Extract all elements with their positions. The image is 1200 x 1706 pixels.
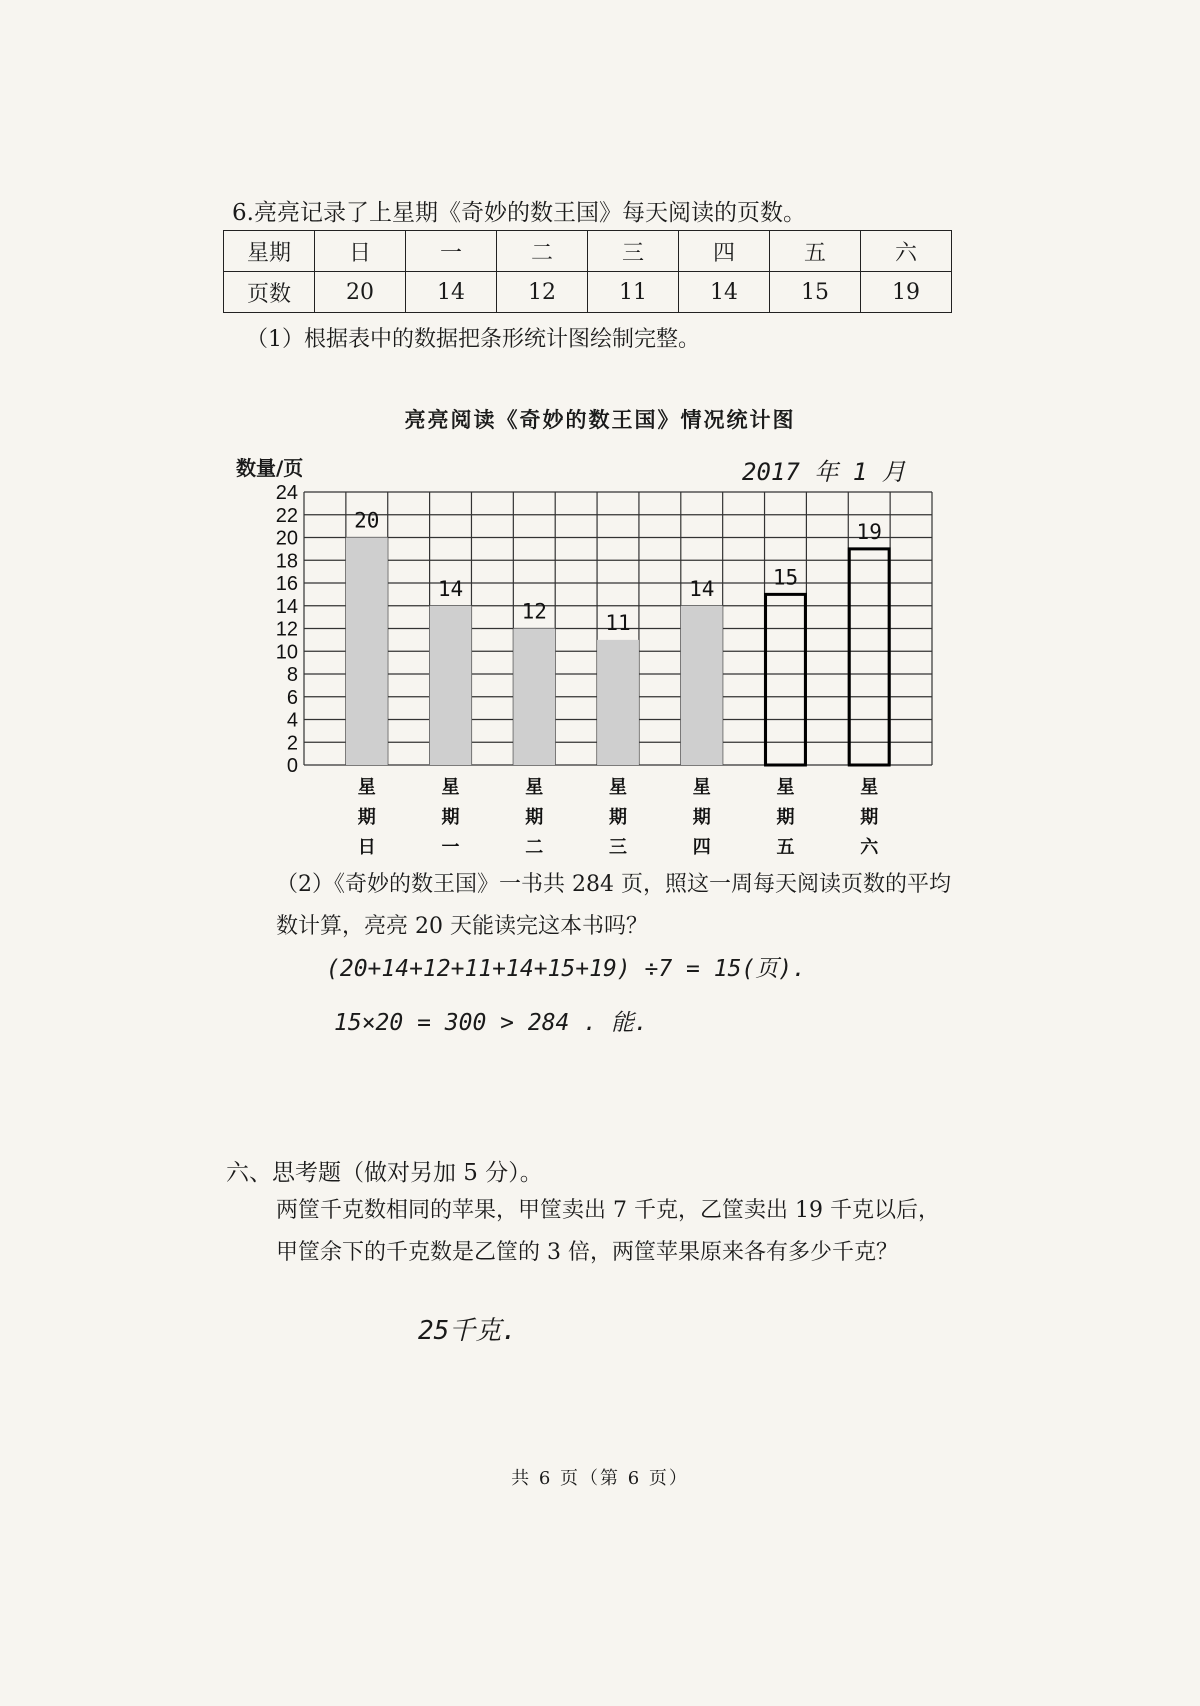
x-category-label: 六 — [860, 837, 879, 858]
x-category-label: 星 — [692, 777, 711, 798]
x-category-label: 四 — [692, 837, 711, 858]
handwritten-work-line-1: (20+14+12+11+14+15+19) ÷7 = 15(页). — [326, 956, 806, 982]
x-category-label: 期 — [860, 807, 879, 828]
handwritten-work-line-2: 15×20 = 300 > 284 . 能. — [334, 1010, 648, 1036]
bar — [849, 549, 889, 765]
y-tick-label: 10 — [275, 641, 298, 664]
x-category-label: 星 — [525, 777, 544, 798]
x-category-label: 二 — [525, 837, 544, 858]
chart-y-axis-label: 数量/页 — [236, 456, 304, 480]
table-cell: 五 — [770, 231, 861, 272]
table-cell: 14 — [406, 272, 497, 313]
bar-value-label: 12 — [521, 599, 547, 624]
table-cell: 11 — [588, 272, 679, 313]
x-category-label: 期 — [357, 807, 376, 828]
table-cell: 四 — [679, 231, 770, 272]
question-6-part-2: （2）《奇妙的数王国》一书共 284 页，照这一周每天阅读页数的平均数计算，亮亮 20 天能读完这本书吗？ — [276, 872, 951, 939]
y-tick-label: 12 — [275, 618, 298, 641]
bar-value-label: 14 — [437, 576, 464, 601]
x-category-label: 日 — [357, 837, 376, 858]
y-tick-label: 22 — [275, 504, 298, 527]
handwritten-answer: 25千克. — [418, 1316, 517, 1346]
x-category-label: 一 — [441, 837, 460, 858]
table-cell: 12 — [497, 272, 588, 313]
x-category-label: 星 — [441, 777, 460, 798]
x-category-label: 期 — [776, 807, 795, 828]
question-6-part-1: （1）根据表中的数据把条形统计图绘制完整。 — [246, 327, 700, 352]
y-tick-label: 8 — [286, 664, 298, 686]
table-cell: 14 — [679, 272, 770, 313]
y-tick-label: 20 — [275, 527, 298, 550]
table-cell: 六 — [861, 231, 952, 272]
bar — [346, 538, 388, 766]
table-cell: 三 — [588, 231, 679, 272]
x-category-label: 星 — [860, 777, 879, 798]
x-category-label: 星 — [776, 777, 795, 798]
y-tick-label: 6 — [286, 686, 298, 709]
table-cell: 日 — [315, 231, 406, 272]
bar — [513, 629, 555, 766]
x-category-label: 星 — [609, 777, 627, 798]
page-footer: 共 6 页（第 6 页） — [511, 1468, 689, 1489]
x-category-label: 星 — [357, 777, 376, 798]
bar-value-label: 14 — [689, 576, 715, 601]
bar-value-label: 15 — [772, 565, 799, 590]
bar — [597, 640, 639, 765]
x-category-label: 期 — [609, 807, 627, 828]
bar — [766, 594, 806, 765]
bar-value-label: 19 — [856, 519, 882, 544]
y-tick-label: 14 — [275, 595, 298, 618]
bar — [430, 606, 472, 765]
bar-value-label: 11 — [605, 610, 631, 635]
table-cell: 19 — [861, 272, 952, 313]
x-category-label: 期 — [692, 807, 711, 828]
y-tick-label: 2 — [286, 732, 298, 755]
y-tick-label: 18 — [275, 550, 298, 573]
y-tick-label: 16 — [275, 573, 298, 595]
table-cell: 页数 — [224, 272, 315, 313]
table-cell: 星期 — [224, 231, 315, 272]
bar-value-label: 20 — [354, 508, 380, 533]
section-6-question: 两筐千克数相同的苹果，甲筐卖出 7 千克，乙筐卖出 19 千克以后，甲筐余下的千克数是乙筐的 3 倍，两筐苹果原来各有多少千克？ — [276, 1198, 940, 1265]
x-category-label: 期 — [525, 807, 544, 828]
table-cell: 二 — [497, 231, 588, 272]
chart-date-note: 2017 年 1 月 — [742, 458, 906, 486]
x-category-label: 五 — [776, 837, 795, 858]
y-tick-label: 24 — [275, 482, 298, 504]
table-cell: 20 — [315, 272, 406, 313]
y-tick-label: 0 — [286, 755, 298, 777]
x-category-label: 期 — [441, 807, 460, 828]
section-6-heading: 六、思考题（做对另加 5 分）。 — [226, 1160, 543, 1186]
bar — [681, 606, 723, 765]
x-category-label: 三 — [609, 837, 627, 858]
question-6-prompt: 6.亮亮记录了上星期《奇妙的数王国》每天阅读的页数。 — [232, 200, 806, 226]
table-cell: 15 — [770, 272, 861, 313]
table-cell: 一 — [406, 231, 497, 272]
y-tick-label: 4 — [286, 709, 298, 732]
chart-title: 亮亮阅读《奇妙的数王国》情况统计图 — [404, 407, 796, 432]
